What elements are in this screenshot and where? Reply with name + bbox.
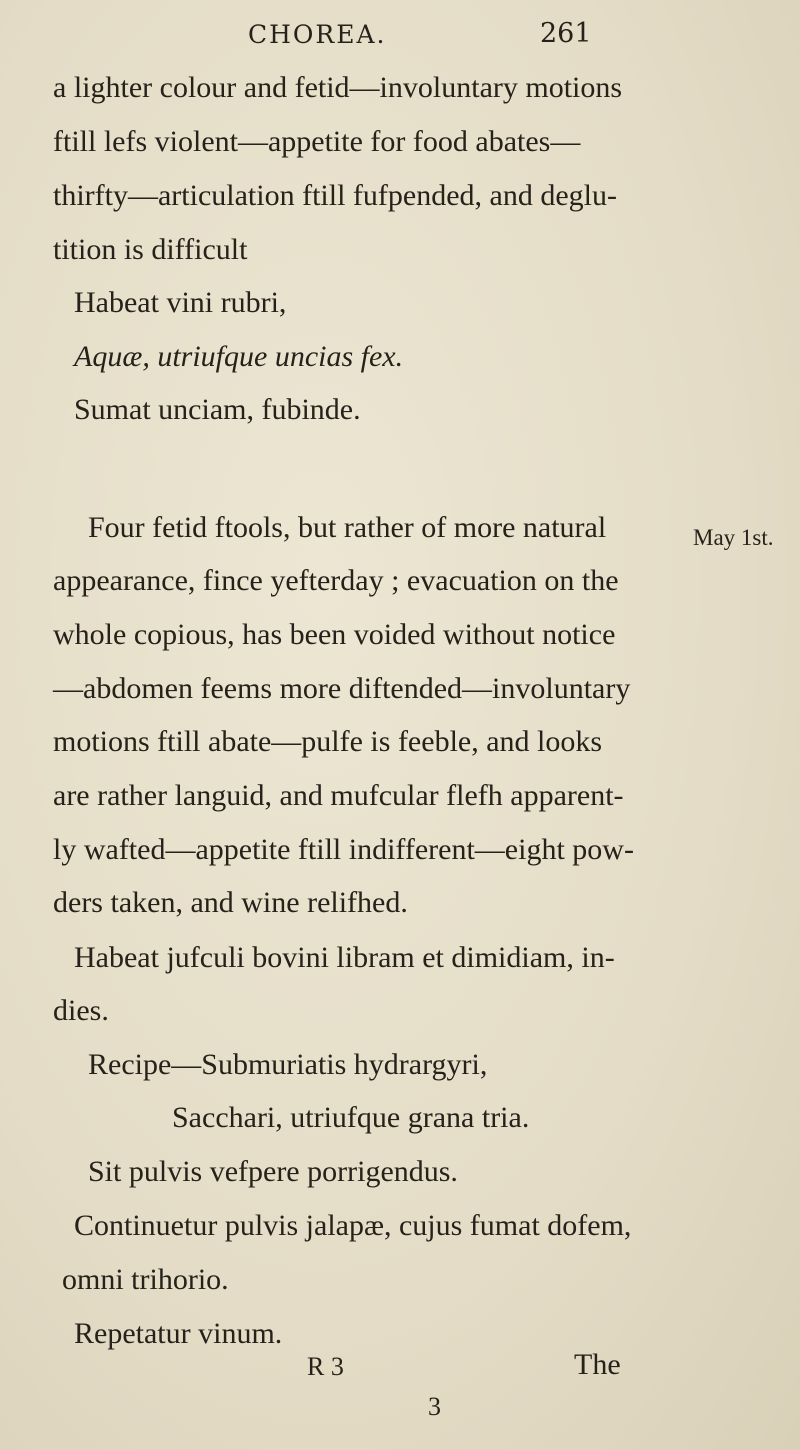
prescription-line: Habeat jufculi bovini libram et dimidiam, in- — [74, 941, 615, 974]
running-head: CHOREA. — [248, 20, 387, 49]
catchword: The — [574, 1348, 621, 1381]
page-header — [0, 8, 800, 58]
prescription-line: Habeat vini rubri, — [74, 286, 287, 319]
prescription-line: omni trihorio. — [62, 1263, 229, 1296]
text-line: motions ftill abate—pulfe is feeble, and looks — [53, 725, 603, 758]
text-line: Four fetid ftools, but rather of more natural — [88, 511, 607, 544]
text-line: —abdomen feems more diftended—involuntary — [53, 672, 631, 705]
prescription-line: Sit pulvis vefpere porrigendus. — [88, 1155, 458, 1188]
prescription-line: Recipe—Submuriatis hydrargyri, — [88, 1048, 488, 1081]
text-line: thirfty—articulation ftill fufpended, and deglu- — [53, 179, 617, 212]
prescription-line: Aquæ, utriufque uncias fex. — [74, 340, 404, 373]
text-line: are rather languid, and mufcular flefh apparent- — [53, 779, 624, 812]
prescription-line: Repetatur vinum. — [74, 1317, 283, 1350]
text-line: ders taken, and wine relifhed. — [53, 886, 408, 919]
text-line: tition is difficult — [53, 233, 248, 266]
text-line: ftill lefs violent—appetite for food abates— — [53, 125, 581, 158]
prescription-line: dies. — [53, 994, 109, 1027]
stray-mark: 3 — [428, 1392, 441, 1421]
prescription-line: Sacchari, utriufque grana tria. — [172, 1101, 530, 1134]
signature-mark: R 3 — [307, 1352, 344, 1381]
page-number: 261 — [540, 18, 592, 49]
text-line: whole copious, has been voided without notice — [53, 618, 616, 651]
prescription-line: Continuetur pulvis jalapæ, cujus fumat dofem, — [74, 1209, 632, 1242]
text-line: appearance, fince yefterday ; evacuation on the — [53, 564, 619, 597]
text-line: ly wafted—appetite ftill indifferent—eight pow- — [53, 833, 634, 866]
margin-date-note: May 1st. — [693, 525, 774, 550]
text-line: a lighter colour and fetid—involuntary motions — [53, 71, 623, 104]
prescription-line: Sumat unciam, fubinde. — [74, 393, 361, 426]
